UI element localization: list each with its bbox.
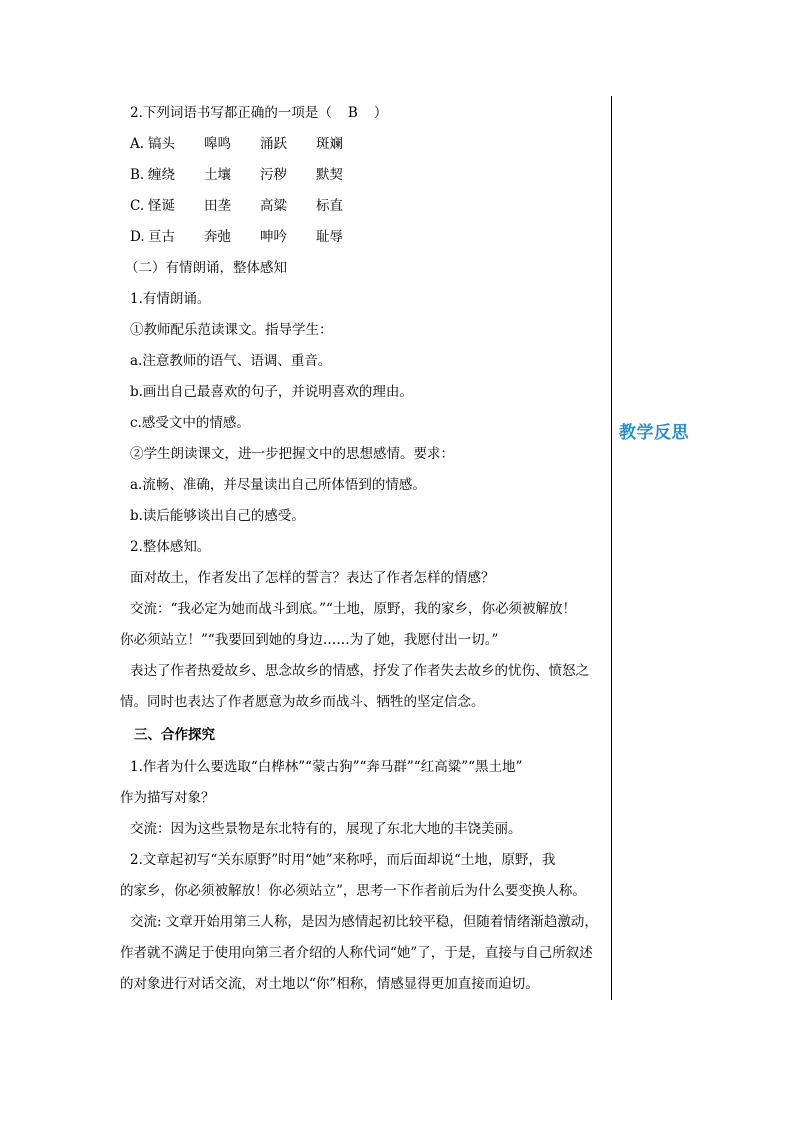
option-word: 缠绕	[148, 167, 175, 183]
option-word: 污秽	[260, 167, 287, 183]
option-word: 标直	[316, 198, 343, 214]
question-2-text: 2.下列词语书写都正确的一项是（	[130, 105, 332, 121]
option-word: 呻吟	[260, 229, 287, 245]
option-letter: D.	[130, 229, 145, 245]
option-word: 亘古	[148, 229, 175, 245]
explore-q1-line-1: 1.作者为什么要选取“白桦林”“蒙古狗”“奔马群”“红高粱”“黑土地”	[130, 759, 523, 775]
option-word: 高粱	[260, 198, 287, 214]
explore-q2-line-1: 2.文章起初写“关东原野”时用“她”来称呼，而后面却说“土地，原野，我	[130, 852, 556, 868]
question-2-close: ）	[373, 105, 388, 121]
reading-summary-line-2: 情。同时也表达了作者愿意为故乡而战斗、牺牲的坚定信念。	[120, 694, 485, 710]
option-letter: A.	[130, 136, 145, 152]
explore-a2-line-1: 交流: 文章开始用第三人称，是因为感情起初比较平稳，但随着情绪渐趋激动，	[130, 914, 598, 930]
reading-item-2: 2.整体感知。	[130, 539, 211, 555]
option-word: 默契	[316, 167, 343, 183]
reading-step-1-c: c.感受文中的情感。	[130, 415, 250, 431]
question-2-prompt	[130, 104, 387, 122]
reading-question: 面对故土，作者发出了怎样的誓言？表达了作者怎样的情感？	[130, 570, 495, 586]
option-letter: C.	[130, 198, 145, 214]
reading-exchange-line-2: 你必须站立！”“我要回到她的身边……为了她，我愿付出一切。”	[120, 632, 499, 648]
option-word: 田垄	[204, 198, 231, 214]
teaching-reflection-title: 教学反思	[619, 423, 689, 443]
option-word: 镐头	[148, 136, 175, 152]
reading-item-1: 1.有情朗诵。	[130, 291, 211, 307]
reading-step-2-a: a.流畅、准确，并尽量读出自己所体悟到的情感。	[130, 477, 426, 493]
option-a	[130, 135, 343, 153]
reading-exchange-line-1: 交流：“我必定为她而战斗到底。”“土地，原野，我的家乡，你必须被解放！	[130, 601, 576, 617]
option-d	[130, 228, 343, 246]
option-word: 奔弛	[204, 229, 231, 245]
explore-q2-line-2: 的家乡，你必须被解放！你必须站立”，思考一下作者前后为什么要变换人称。	[120, 883, 586, 899]
explore-a2-line-3: 的对象进行对话交流，对土地以“你”相称，情感显得更加直接而迫切。	[120, 976, 539, 992]
explore-a1: 交流：因为这些景物是东北特有的，展现了东北大地的丰饶美丽。	[130, 821, 522, 837]
option-word: 斑斓	[316, 136, 343, 152]
reading-step-1-a: a.注意教师的语气、语调、重音。	[130, 353, 332, 369]
question-2-answer: B	[347, 105, 358, 121]
explore-heading: 三、合作探究	[134, 727, 215, 743]
reading-step-2: ②学生朗读课文，进一步把握文中的思想感情。要求：	[130, 446, 454, 462]
explore-q1-line-2: 作为描写对象？	[120, 790, 215, 806]
reading-summary-line-1: 表达了作者热爱故乡、思念故乡的情感，抒发了作者失去故乡的忧伤、愤怒之	[130, 663, 589, 679]
option-word: 耻辱	[316, 229, 343, 245]
option-word: 嗥鸣	[204, 136, 231, 152]
column-divider	[611, 96, 612, 1000]
option-word: 怪诞	[148, 198, 175, 214]
option-b	[130, 166, 343, 184]
reading-heading: （二）有情朗诵，整体感知	[125, 260, 287, 276]
lesson-content	[120, 96, 612, 1000]
option-word: 涌跃	[260, 136, 287, 152]
explore-a2-line-2: 作者就不满足于使用向第三者介绍的人称代词“她”了，于是，直接与自己所叙述	[120, 945, 593, 961]
reading-step-1: ①教师配乐范读课文。指导学生：	[130, 322, 333, 338]
option-c	[130, 197, 343, 215]
reading-step-2-b: b.读后能够谈出自己的感受。	[130, 508, 305, 524]
option-word: 土壤	[204, 167, 231, 183]
option-letter: B.	[130, 167, 145, 183]
reading-step-1-b: b.画出自己最喜欢的句子，并说明喜欢的理由。	[130, 384, 413, 400]
